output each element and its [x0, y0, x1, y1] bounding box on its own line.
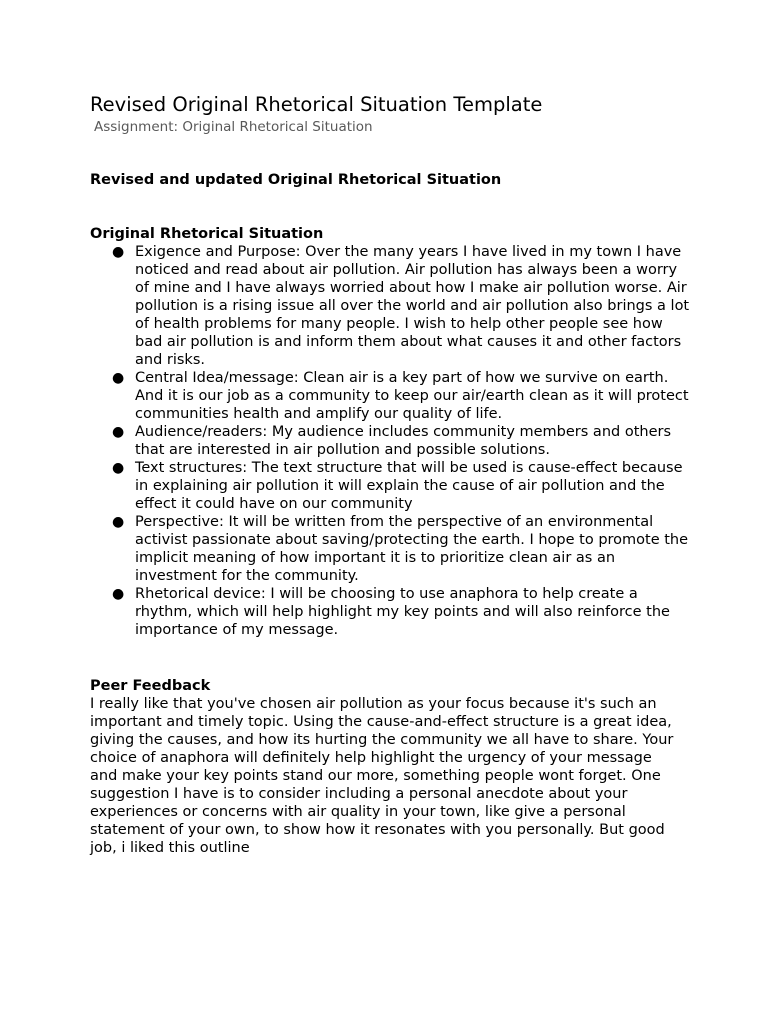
document-page [90, 92, 690, 857]
original-rhetorical-situation-heading: Original Rhetorical Situation [90, 226, 324, 242]
bullet-icon: ● [112, 460, 125, 476]
bullet-icon: ● [112, 370, 125, 386]
peer-feedback-paragraph: I really like that you've chosen air pollution as your focus because it's such an important and timely topic. Using the cause-and-effect structure is a great idea, giving the causes, and how its hurting the community we all have to share. Your choice of anaphora will definitely help highlight the urgency of your message and make your key points stand our more, something people wont forget. One suggestion I have is to consider including a personal anecdote about your experiences or concerns with air quality in your town, like give a personal statement of your own, to show how it resonates with you personally. But good job, i liked this outline [90, 696, 674, 856]
list-item [112, 243, 690, 369]
list-item-text: Perspective: It will be written from the perspective of an environmental activist passionate about saving/protecting the earth. I hope to promote the implicit meaning of how important it is to prioritize clean air as an investment for the community. [135, 514, 689, 584]
revised-updated-heading: Revised and updated Original Rhetorical Situation [90, 172, 502, 188]
list-item-text: Audience/readers: My audience includes community members and others that are interested in air pollution and possible solutions. [135, 424, 672, 458]
list-item [112, 369, 690, 423]
list-item-text: Rhetorical device: I will be choosing to use anaphora to help create a rhythm, which will help highlight my key points and will also reinforce the importance of my message. [135, 586, 670, 638]
list-item [112, 423, 690, 459]
list-item-text: Text structures: The text structure that will be used is cause-effect because in explaining air pollution it will explain the cause of air pollution and the effect it could have on our community [135, 460, 683, 512]
assignment-subtitle: Assignment: Original Rhetorical Situation [94, 119, 373, 135]
list-item [112, 513, 690, 585]
list-item [112, 459, 690, 513]
document-title: Revised Original Rhetorical Situation Template [90, 93, 543, 116]
list-item-text: Central Idea/message: Clean air is a key part of how we survive on earth. And it is our job as a community to keep our air/earth clean as it will protect communities health and amplify our quality of life. [135, 370, 689, 422]
peer-feedback-heading: Peer Feedback [90, 678, 211, 694]
list-item [112, 585, 690, 639]
bullet-icon: ● [112, 586, 125, 602]
list-item-text: Exigence and Purpose: Over the many years I have lived in my town I have noticed and read about air pollution. Air pollution has always been a worry of mine and I have always worried about how I make air pollution worse. Air pollution is a rising issue all over the world and air pollution also brings a lot of health problems for many people. I wish to help other people see how bad air pollution is and inform them about what causes it and other factors and risks. [135, 244, 690, 368]
bullet-icon: ● [112, 424, 125, 440]
rhetorical-situation-list [90, 243, 690, 639]
bullet-icon: ● [112, 244, 125, 260]
bullet-icon: ● [112, 514, 125, 530]
